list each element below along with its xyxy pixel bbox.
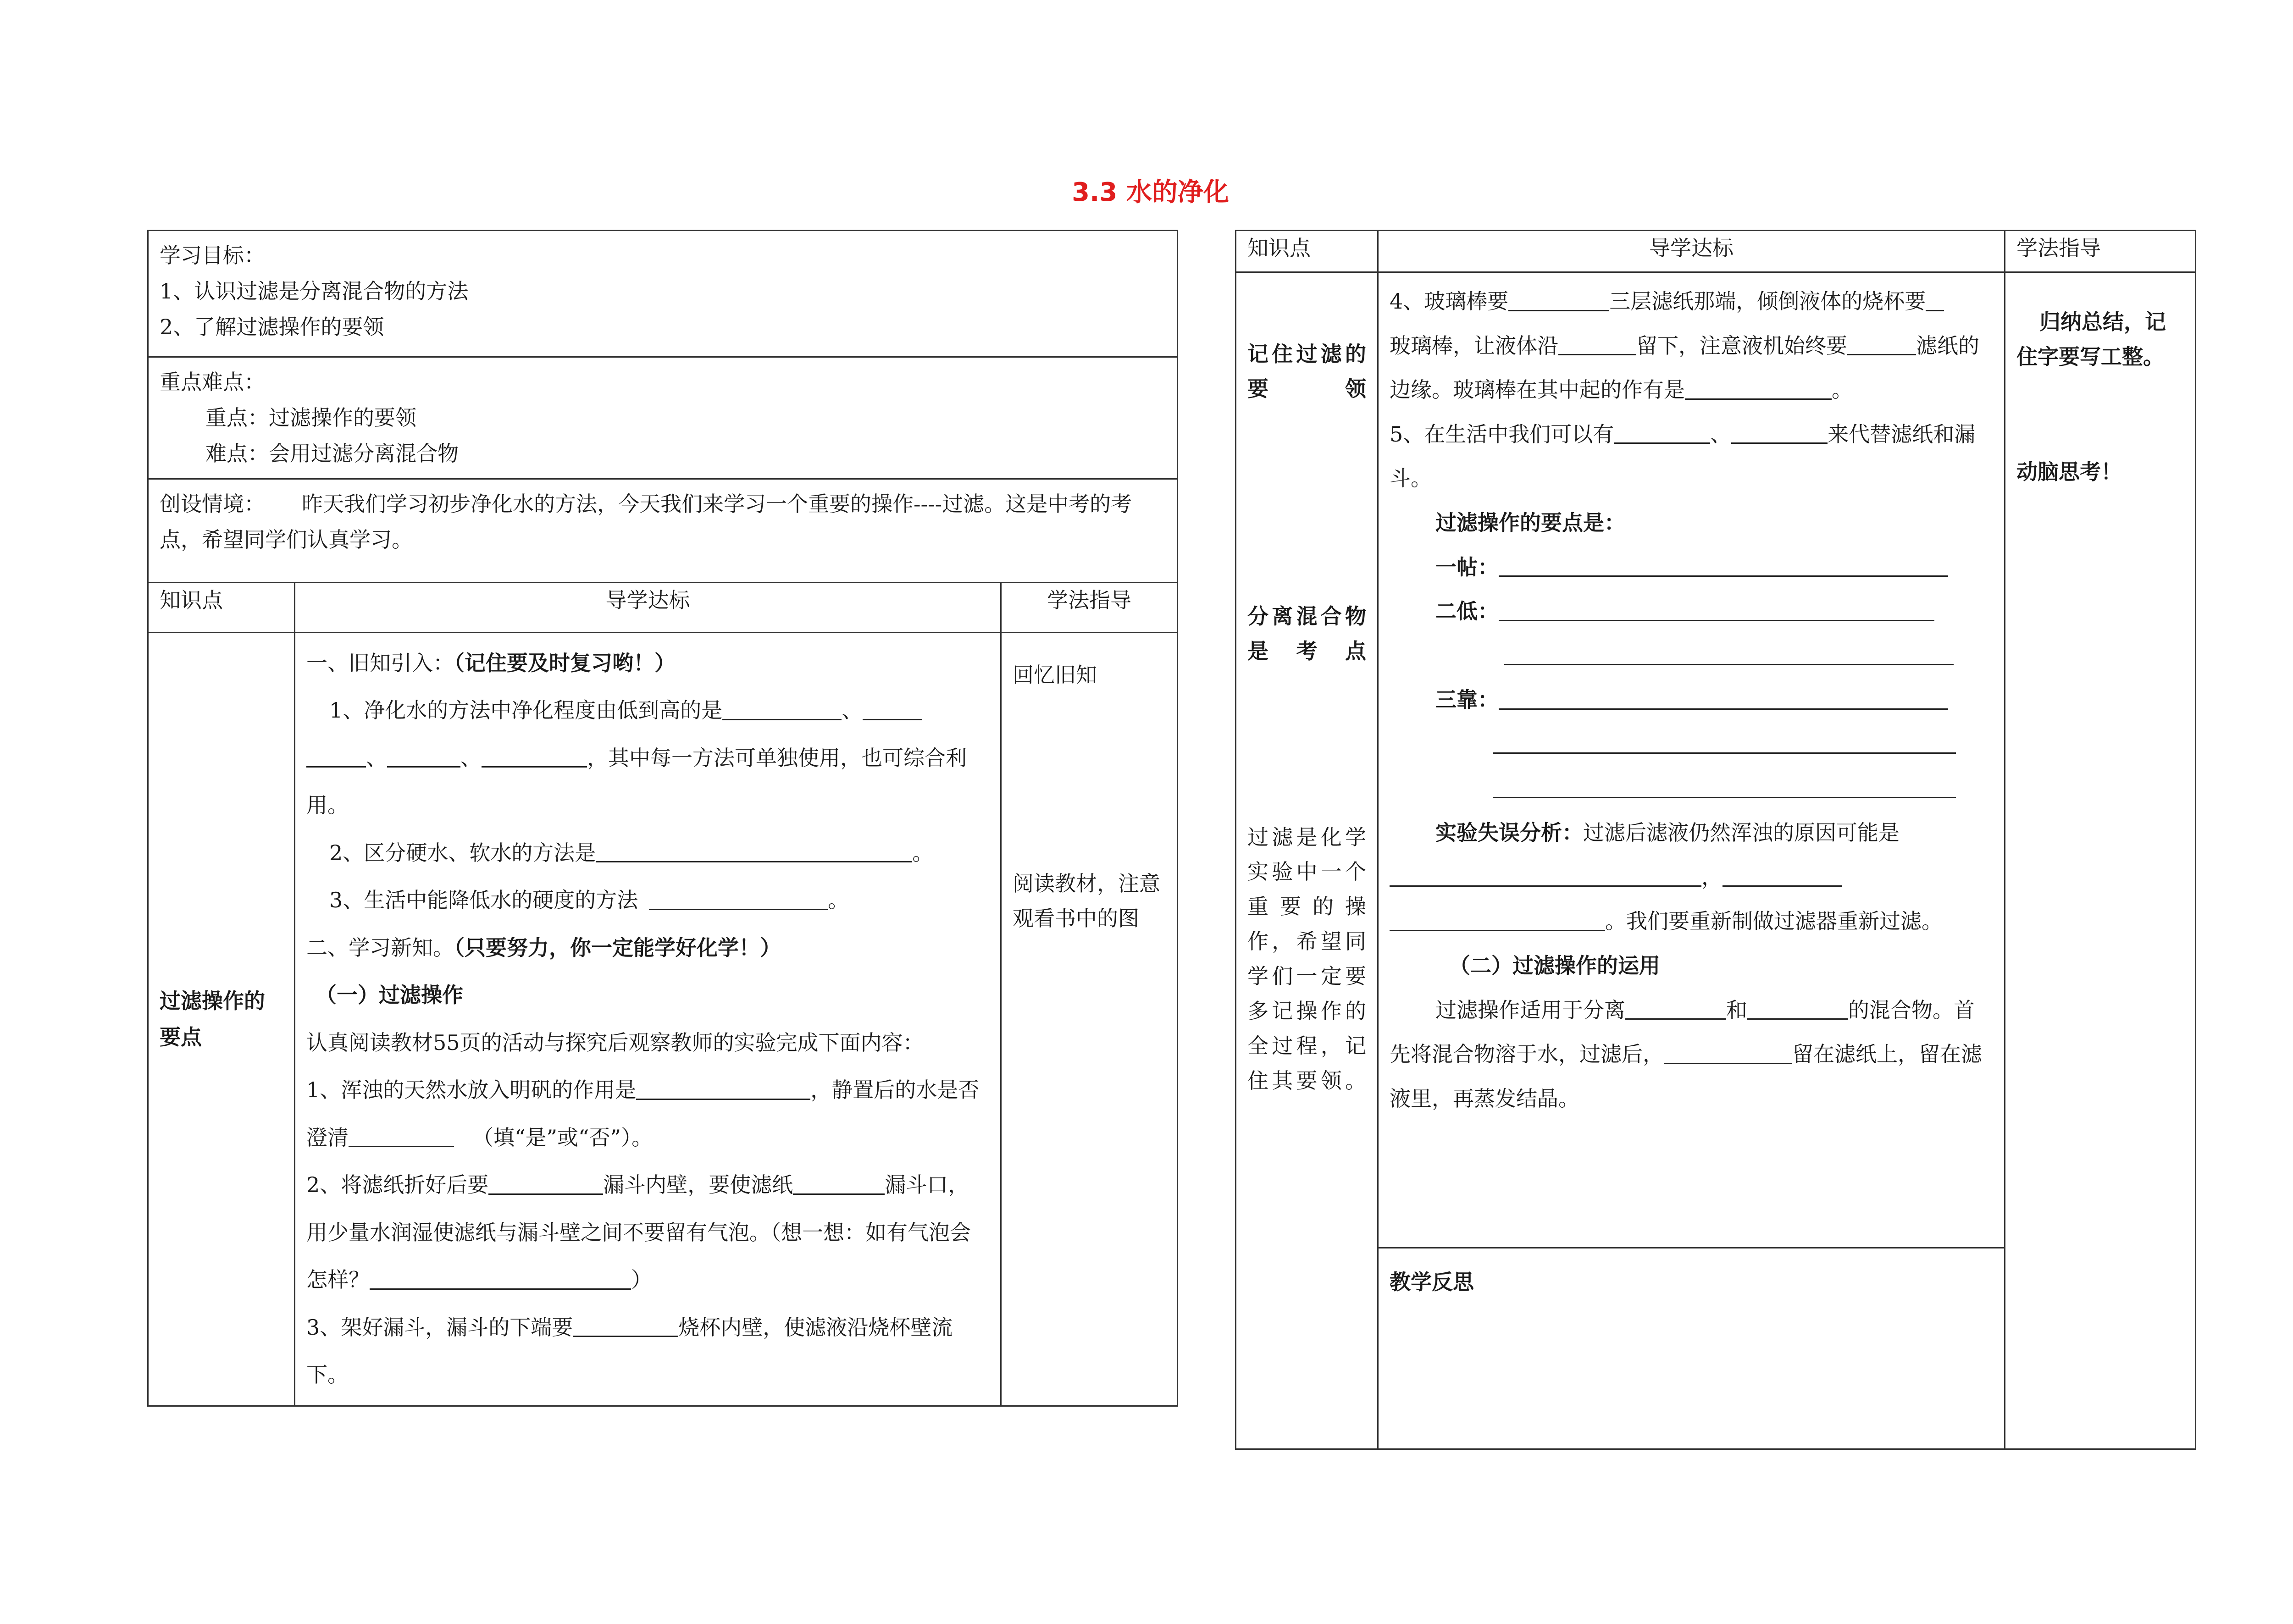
q1-blank-4[interactable] [482, 745, 587, 768]
review-title [306, 640, 989, 687]
app-blank-1[interactable] [1625, 997, 1726, 1020]
question-5 [1390, 412, 1993, 501]
point-two [1390, 589, 1993, 634]
r4-blank-5[interactable] [1685, 377, 1832, 400]
objective-item-1: 1、认识过滤是分离混合物的方法 [160, 279, 469, 304]
knowledge-point-cell [148, 632, 295, 1406]
method-summary: 归纳总结，记住字要写工整。 [2016, 309, 2166, 369]
n2-blank-2[interactable] [793, 1172, 885, 1195]
app-text-1: 过滤操作适用于分离 [1435, 997, 1625, 1022]
error-analysis-label: 实验失误分析： [1435, 820, 1583, 845]
error-end: 。我们要重新制做过滤器重新过滤。 [1605, 909, 1943, 934]
q1-sep: 、 [460, 745, 482, 770]
app-blank-3[interactable] [1664, 1042, 1792, 1064]
objectives-heading: 学习目标： [160, 243, 265, 268]
knowledge-point-3: 过滤是化学实验中一个重要的操作，希望同学们一定要多记操作的全过程，记住其要领。 [1247, 824, 1366, 1093]
point-three-line-3 [1390, 767, 1993, 811]
q2-end: 。 [912, 840, 934, 865]
point-three-blank-3[interactable] [1493, 776, 1956, 798]
n1-blank-2[interactable] [349, 1125, 454, 1147]
review-title-note: （记住要及时复习哟！） [454, 650, 676, 675]
r4-text: 4、玻璃棒要 [1390, 289, 1509, 314]
section-1-title: （一）过滤操作 [316, 983, 463, 1008]
difficulty-point: 难点：会用过滤分离混合物 [205, 441, 459, 466]
q1-tail: ，其中每一方法可单独使用，也可综合利用。 [306, 745, 967, 818]
point-three-label: 三靠： [1435, 687, 1499, 713]
app-text-2: 的混合物。首先将混合物溶于水，过滤后， [1390, 997, 1975, 1067]
method-think: 动脑思考！ [2016, 459, 2122, 484]
right-guide-content-cell [1378, 272, 2005, 1248]
q3-end: 。 [828, 888, 849, 913]
r5-blank-1[interactable] [1614, 421, 1710, 444]
app-text-4: 留在滤液里，再蒸发结晶。 [1390, 1042, 1982, 1111]
key-point: 重点：过滤操作的要领 [205, 405, 416, 431]
new-question-2 [306, 1161, 989, 1304]
reflection-label: 教学反思 [1390, 1269, 1474, 1294]
header-guide: 导学达标 [295, 582, 1001, 632]
q2-blank[interactable] [596, 840, 912, 862]
new-question-3 [306, 1304, 989, 1399]
n1-text-2: ，静置后的水是否澄清 [306, 1077, 980, 1150]
header-knowledge: 知识点 [148, 582, 295, 632]
method-guide-2: 阅读教材，注意观看书中的图 [1013, 871, 1160, 931]
q1-blank-3[interactable] [387, 745, 460, 768]
r4-text-5: 滤纸的边缘。玻璃棒在其中起的作有是 [1390, 333, 1979, 403]
method-guide-1: 回忆旧知 [1013, 662, 1097, 687]
r4-blank-1[interactable] [1508, 289, 1609, 311]
n3-text-2: 烧杯内壁，使滤液沿烧杯壁流下。 [306, 1315, 953, 1387]
knowledge-point-label: 过滤操作的要点 [160, 989, 265, 1050]
n1-text: 1、浑浊的天然水放入明矾的作用是 [306, 1077, 637, 1103]
point-one-label: 一帖： [1435, 554, 1499, 580]
r4-text-2: 三层滤纸那端，倾倒液体的烧杯要 [1609, 289, 1926, 314]
r4-blank-3[interactable] [1558, 333, 1636, 355]
knowledge-point-2: 分离混合物是考点 [1247, 603, 1366, 663]
new-title-text: 二、学习新知。 [306, 935, 454, 960]
q2-text: 2、区分硬水、软水的方法是 [329, 840, 596, 865]
error-sep: ， [1701, 864, 1723, 889]
objectives-cell [148, 231, 1178, 357]
r4-text-4: 留下，注意液机始终要 [1636, 333, 1847, 358]
reflection-cell [1378, 1248, 2005, 1449]
error-blank-3[interactable] [1390, 909, 1605, 931]
app-text-3: 留在滤纸上， [1792, 1042, 1919, 1067]
app-blank-2[interactable] [1747, 997, 1848, 1020]
read-instruction: 认真阅读教材55页的活动与探究后观察教师的实验完成下面内容： [306, 1030, 924, 1055]
n2-text-4: ） [631, 1267, 652, 1293]
r5-blank-2[interactable] [1731, 421, 1828, 444]
q1-sep: 、 [366, 745, 387, 770]
page-title: 3.3 水的净化 [1072, 177, 1229, 207]
point-one [1390, 545, 1993, 590]
key-points-heading: 重点难点： [160, 370, 265, 394]
error-analysis-line-3 [1390, 899, 1993, 944]
point-three-blank-2[interactable] [1493, 731, 1956, 754]
question-2 [306, 829, 989, 877]
r4-text-3: 玻璃棒，让液体沿 [1390, 333, 1558, 358]
point-two-blank-2[interactable] [1504, 643, 1954, 665]
point-three-blank-1[interactable] [1499, 687, 1948, 710]
q1-blank-2b[interactable] [306, 745, 366, 768]
new-title-note: （只要努力，你一定能学好化学！） [454, 935, 781, 960]
point-three-line-2 [1390, 722, 1993, 767]
objective-item-2: 2、了解过滤操作的要领 [160, 315, 384, 340]
left-worksheet-table [147, 230, 1178, 1407]
right-method-guide-cell [2005, 272, 2196, 1449]
point-two-blank-1[interactable] [1499, 599, 1934, 621]
right-header-knowledge: 知识点 [1236, 231, 1378, 272]
q1-text: 1、净化水的方法中净化程度由低到高的是 [329, 698, 723, 723]
right-header-guide: 导学达标 [1378, 231, 2005, 272]
right-worksheet-table [1235, 230, 2196, 1450]
point-two-line-2 [1390, 634, 1993, 678]
n1-text-3: （填“是”或“否”）。 [472, 1125, 653, 1150]
n1-blank-1[interactable] [636, 1077, 810, 1100]
key-points-cell [148, 357, 1178, 479]
n2-text: 2、将滤纸折好后要 [306, 1172, 489, 1198]
question-4 [1390, 279, 1993, 412]
section-2-title: （二）过滤操作的运用 [1449, 953, 1660, 978]
error-analysis-line-2 [1390, 855, 1993, 900]
points-title: 过滤操作的要点是： [1435, 510, 1625, 535]
error-blank-1[interactable] [1390, 864, 1701, 887]
n2-blank-1[interactable] [488, 1172, 603, 1195]
q3-blank[interactable] [649, 888, 828, 910]
r4-end: 。 [1832, 377, 1853, 403]
new-question-1 [306, 1066, 989, 1161]
point-three [1390, 678, 1993, 722]
q1-blank-2a[interactable] [863, 698, 922, 720]
n2-text-2: 漏斗内壁，要使滤纸 [603, 1172, 793, 1198]
question-3 [306, 877, 989, 924]
method-guide-cell [1001, 632, 1178, 1406]
error-analysis-text: 过滤后滤液仍然浑浊的原因可能是 [1583, 820, 1900, 845]
error-analysis [1390, 811, 1993, 855]
guide-content-cell [295, 632, 1001, 1406]
scenario-label: 创设情境： [160, 491, 265, 516]
scenario-text: 昨天我们学习初步净化水的方法，今天我们来学习一个重要的操作----过滤。这是中考的考点，希望同学们认真学习。 [160, 491, 1132, 552]
knowledge-point-1: 记住过滤的要领 [1247, 342, 1366, 401]
n2-text-3: 漏斗口，用少量水润湿使滤纸与漏斗壁之间不要留有气泡。（想一想：如有气泡会怎样？ [306, 1172, 971, 1293]
q1-sep: 、 [842, 698, 863, 723]
app-and: 和 [1726, 997, 1747, 1022]
r5-text-2: 来代替滤纸和漏斗。 [1390, 421, 1976, 491]
right-header-method: 学法指导 [2005, 231, 2196, 272]
scenario-cell [148, 479, 1178, 582]
r5-text: 5、在生活中我们可以有 [1390, 421, 1614, 447]
q1-blank-1[interactable] [722, 698, 842, 720]
r4-blank-4[interactable] [1847, 333, 1916, 355]
error-blank-2[interactable] [1723, 864, 1842, 887]
point-one-blank[interactable] [1499, 554, 1948, 577]
r4-blank-2[interactable] [1926, 289, 1944, 311]
review-title-text: 一、旧知引入： [306, 650, 454, 675]
point-two-label: 二低： [1435, 599, 1499, 624]
q3-text: 3、生活中能降低水的硬度的方法 [329, 888, 638, 913]
new-knowledge-title [306, 924, 989, 972]
question-1 [306, 687, 989, 829]
header-method: 学法指导 [1001, 582, 1178, 632]
right-knowledge-cell [1236, 272, 1378, 1449]
n2-blank-3[interactable] [370, 1267, 631, 1290]
n3-blank[interactable] [573, 1315, 678, 1337]
n3-text: 3、架好漏斗，漏斗的下端要 [306, 1315, 573, 1340]
application-text [1390, 988, 1993, 1121]
r5-sep: 、 [1710, 421, 1732, 447]
